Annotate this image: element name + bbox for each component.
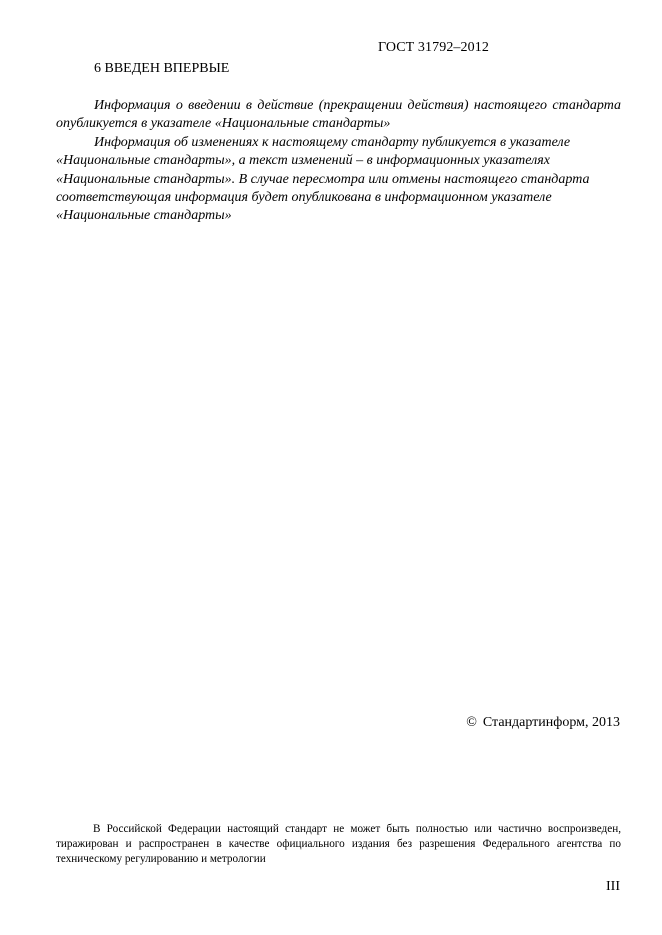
section-item-text: 6 ВВЕДЕН ВПЕРВЫЕ xyxy=(94,61,230,76)
copyright-icon: © xyxy=(466,715,477,730)
publication-notice xyxy=(56,97,621,226)
reproduction-notice xyxy=(56,822,621,867)
copyright-text: Стандартинформ, 2013 xyxy=(482,715,620,730)
section-item-6 xyxy=(94,61,229,77)
page-number xyxy=(606,879,620,895)
notice-paragraph-2: Информация об изменениях к настоящему стандарту публикуется в указателе «Национальные стандарты», а текст изменений – в информационных указателях «Национальные стандарты». В случае пересмотра или отмены настоящего стандарта соответствующая информация будет опубликована в информационном указателе «Национальные стандарты» xyxy=(56,134,590,224)
reproduction-notice-text: В Российской Федерации настоящий стандарт не может быть полностью или частично воспроизведен, тиражирован и распространен в качестве официального издания без разрешения Федерального агентства по техническому регулированию и метрологии xyxy=(56,823,621,865)
copyright-line xyxy=(466,715,620,731)
notice-paragraph-1: Информация о введении в действие (прекращении действия) настоящего стандарта опубликуется в указателе «Национальные стандарты» xyxy=(56,98,621,132)
document-header xyxy=(378,40,489,56)
document-id: ГОСТ 31792–2012 xyxy=(378,40,489,55)
page-number-text: III xyxy=(606,879,620,894)
